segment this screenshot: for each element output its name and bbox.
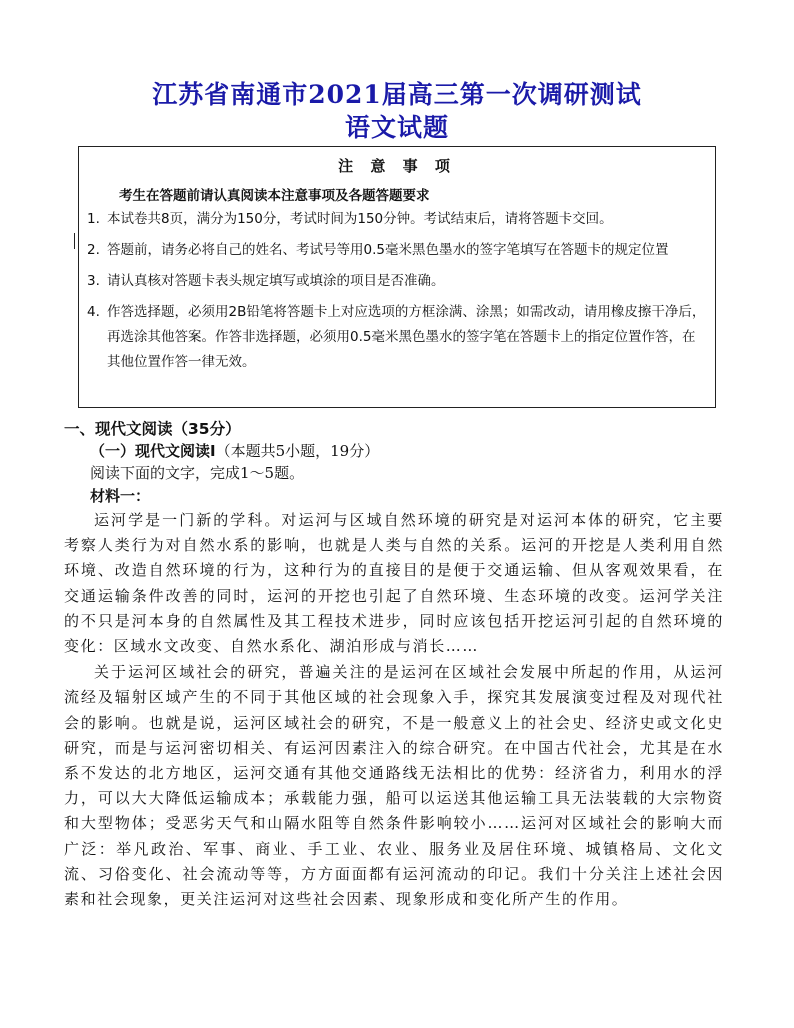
section-heading: 一、现代文阅读（35分）: [64, 420, 241, 438]
passage-paragraph: 关于运河区域社会的研究，普遍关注的是运河在区域社会发展中所起的作用，从运河流经及辐射区域产生的不同于其他区域的社会现象入手，探究其发展演变过程及对现代社会的影响。也就是说，运河区域社会的研究，不是一般意义上的社会史、经济史或文化史研究，而是与运河密切相关、有运河因素注入的综合研究。在中国古代社会，尤其是在水系不发达的北方地区，运河交通有其他交通路线无法相比的优势：经济省力，利用水的浮力，可以大大降低运输成本；承载能力强，船可以运送其他运输工具无法装载的大宗物资和大型物体；受恶劣天气和山隔水阻等自然条件影响较小……运河对区域社会的影响大而广泛：举凡政治、军事、商业、手工业、农业、服务业及居住环境、城镇格局、文化文流、习俗变化、社会流动等等，方方面面都有运河流动的印记。我们十分关注上述社会因素和社会现象，更关注运河对这些社会因素、现象形成和变化所产生的作用。: [64, 663, 724, 909]
passage-paragraph: 运河学是一门新的学科。对运河与区域自然环境的研究是对运河本体的研究，它主要考察人类行为对自然水系的影响，也就是人类与自然的关系。运河的开挖是人类利用自然环境、改造自然环境的行为，这种行为的直接目的是便于交通运输、但从客观效果看，在交通运输条件改善的同时，运河的开挖也引起了自然环境、生态环境的改变。运河学关注的不只是河本身的自然属性及其工程技术进步，同时应该包括开挖运河引起的自然环境的变化：区域水文改变、自然水系化、湖泊形成与消长……: [64, 511, 724, 656]
notice-item-text: 答题前，请务必将自己的姓名、考试号等用0.5毫米黑色墨水的签字笔填写在答题卡的规定位置: [107, 242, 669, 258]
reading-section: [64, 418, 724, 912]
notice-item: [87, 300, 707, 375]
exam-title: 江苏省南通市2021届高三第一次调研测试: [152, 80, 642, 109]
notice-item-number: 2.: [87, 242, 100, 258]
notice-item: [87, 269, 707, 294]
subsection-note: （本题共5小题，19分）: [215, 442, 380, 460]
material-label: 材料一：: [90, 487, 151, 505]
reading-instruction: 阅读下面的文字，完成1～5题。: [90, 464, 305, 482]
notice-item-number: 1.: [87, 211, 100, 227]
notice-item-number: 4.: [87, 304, 100, 320]
exam-title-block: [0, 78, 794, 144]
exam-subject-title: 语文试题: [344, 113, 449, 142]
notice-item: [87, 207, 707, 232]
margin-mark: [74, 233, 75, 249]
notice-heading: 注 意 事 项: [338, 157, 456, 175]
notice-item-text: 作答选择题，必须用2B铅笔将答题卡上对应选项的方框涂满、涂黑；如需改动，请用橡皮擦干净后，再选涂其他答案。作答非选择题，必须用0.5毫米黑色墨水的签字笔在答题卡上的指定位置作答，在其他位置作答一律无效。: [107, 304, 706, 370]
subsection-label: （一）现代文阅读Ⅰ: [90, 442, 216, 460]
notice-item-text: 请认真核对答题卡表头规定填写或填涂的项目是否准确。: [107, 273, 445, 289]
notice-subheading: 考生在答题前请认真阅读本注意事项及各题答题要求: [119, 188, 430, 204]
notice-item-text: 本试卷共8页，满分为150分，考试时间为150分钟。考试结束后，请将答题卡交回。: [107, 211, 613, 227]
notice-box: [78, 146, 716, 408]
notice-item-number: 3.: [87, 273, 100, 289]
notice-item: [87, 238, 707, 263]
notice-list: [87, 207, 707, 381]
subsection-heading: [90, 440, 724, 462]
